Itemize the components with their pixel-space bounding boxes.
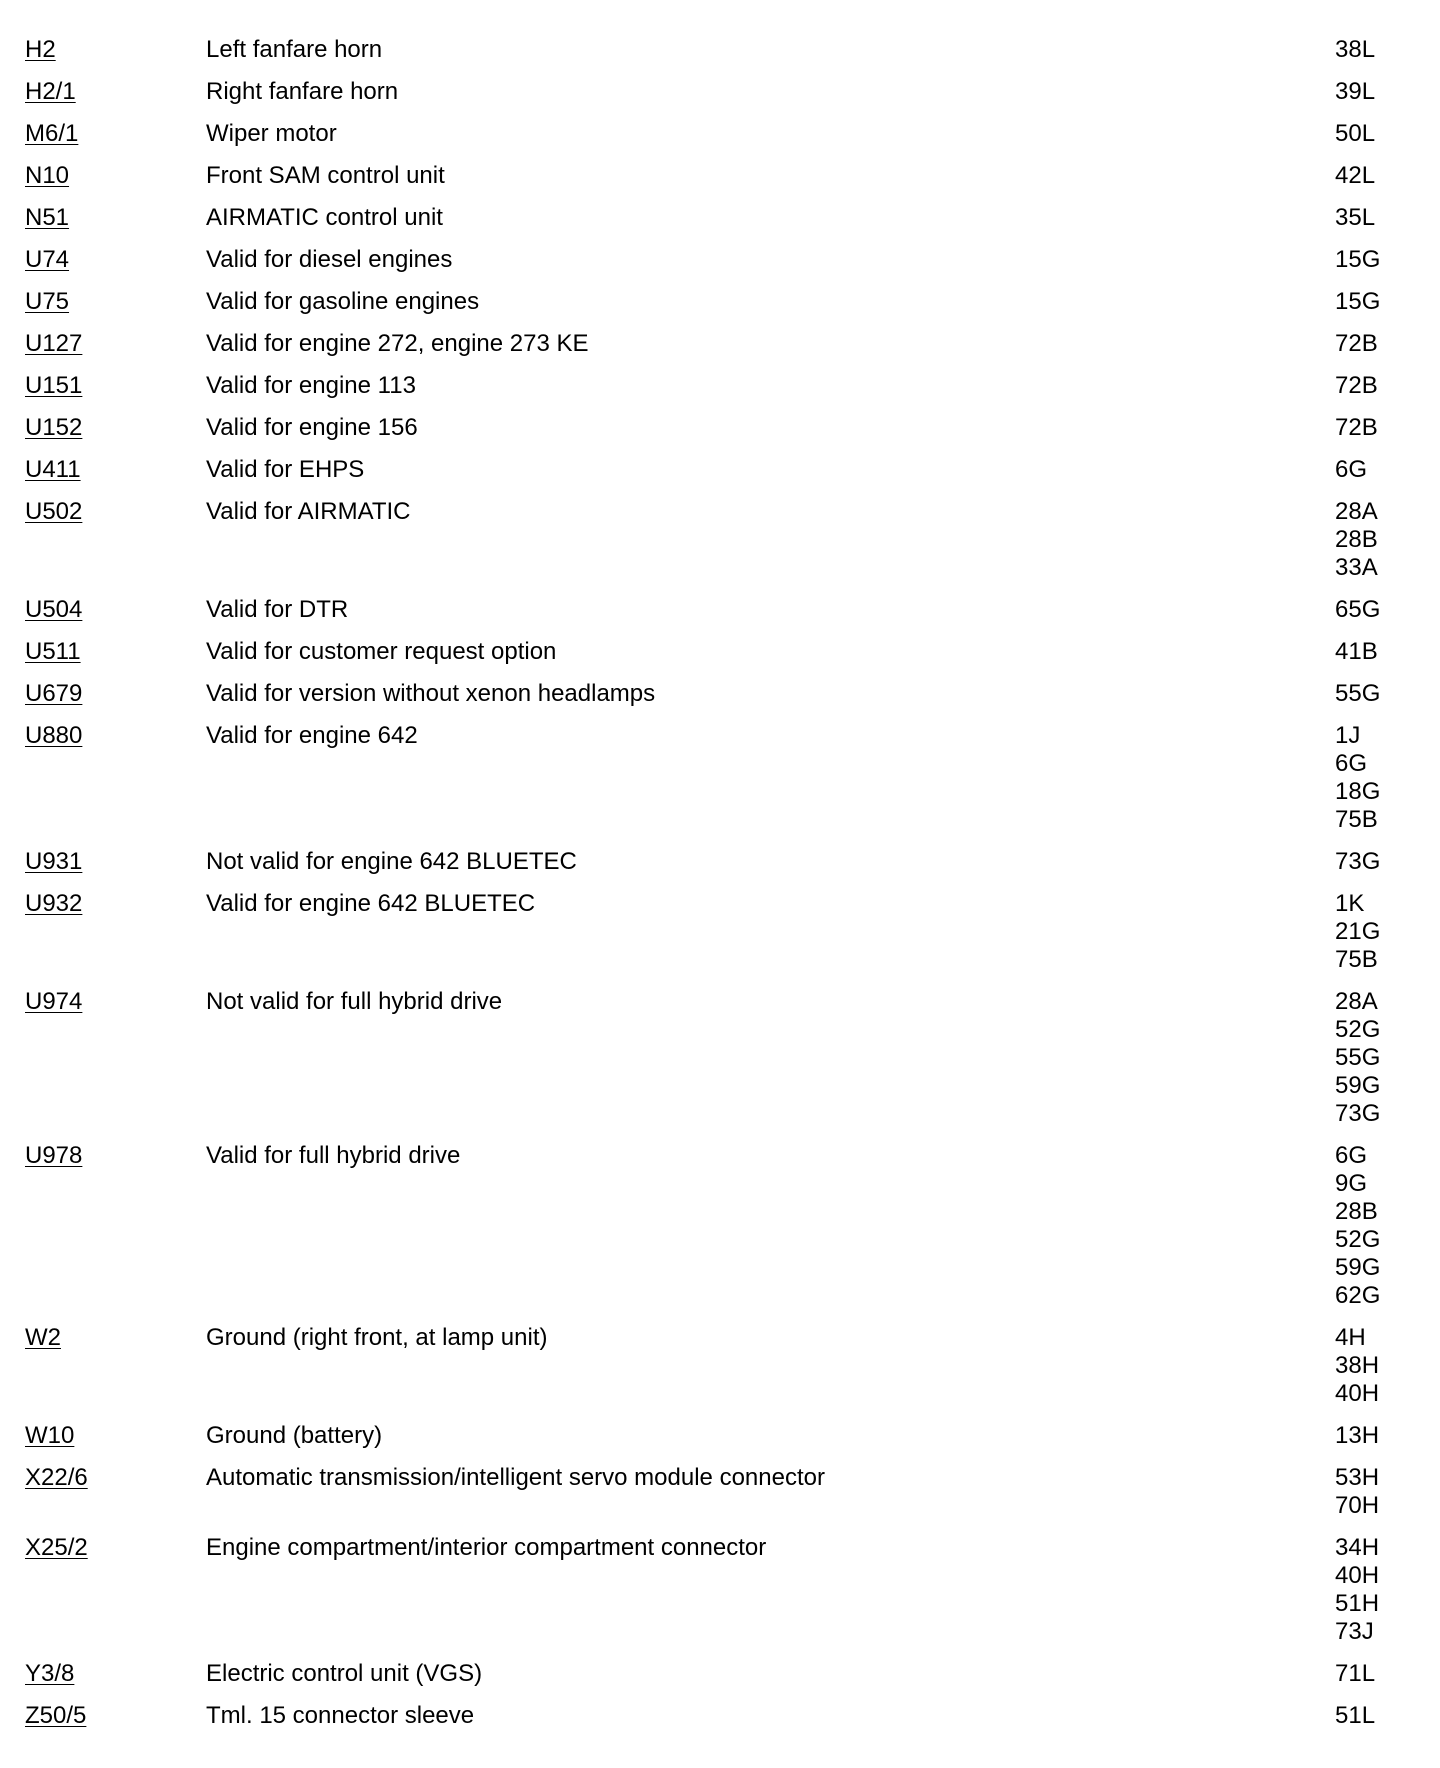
component-code-link[interactable]: M6/1 <box>25 120 79 147</box>
legend-row <box>0 848 1440 876</box>
legend-row <box>0 246 1440 274</box>
grid-location: 73G <box>1335 1100 1381 1127</box>
grid-location: 28A <box>1335 988 1378 1015</box>
legend-row <box>0 1324 1440 1408</box>
legend-row <box>0 372 1440 400</box>
component-description: Valid for version without xenon headlamps <box>206 680 656 707</box>
component-code-link[interactable]: U511 <box>25 638 81 665</box>
component-code-cell <box>0 288 182 316</box>
component-code-cell <box>0 1324 182 1352</box>
component-code-cell <box>0 372 182 400</box>
component-code-link[interactable]: W10 <box>25 1422 75 1449</box>
legend-row <box>0 890 1440 974</box>
component-code-link[interactable]: Z50/5 <box>25 1702 87 1729</box>
grid-location: 59G <box>1335 1072 1381 1099</box>
component-description: Ground (right front, at lamp unit) <box>206 1324 548 1351</box>
grid-location: 59G <box>1335 1254 1381 1281</box>
legend-row <box>0 120 1440 148</box>
legend-row <box>0 36 1440 64</box>
component-code-link[interactable]: H2/1 <box>25 78 76 105</box>
component-description: Valid for engine 113 <box>206 372 416 399</box>
component-code-cell <box>0 162 182 190</box>
component-code-cell <box>0 722 182 750</box>
grid-location-list <box>1335 680 1440 708</box>
component-code-cell <box>0 204 182 232</box>
grid-location: 42L <box>1335 162 1376 189</box>
legend-row <box>0 680 1440 708</box>
component-code-link[interactable]: U502 <box>25 498 83 525</box>
component-description: Tml. 15 connector sleeve <box>206 1702 475 1729</box>
component-code-cell <box>0 848 182 876</box>
grid-location: 71L <box>1335 1660 1376 1687</box>
legend-row <box>0 722 1440 834</box>
component-code-link[interactable]: Y3/8 <box>25 1660 75 1687</box>
grid-location-list <box>1335 1422 1440 1450</box>
component-legend-table <box>0 36 1440 1744</box>
legend-row <box>0 596 1440 624</box>
grid-location: 1J <box>1335 722 1361 749</box>
grid-location-list <box>1335 36 1440 64</box>
grid-location-list <box>1335 890 1440 974</box>
component-description: Valid for customer request option <box>206 638 557 665</box>
grid-location-list <box>1335 1324 1440 1408</box>
component-code-cell <box>0 1660 182 1688</box>
grid-location-list <box>1335 246 1440 274</box>
grid-location: 4H <box>1335 1324 1366 1351</box>
grid-location: 38H <box>1335 1352 1380 1379</box>
legend-row <box>0 1464 1440 1520</box>
component-description: Valid for diesel engines <box>206 246 453 273</box>
grid-location: 28B <box>1335 1198 1378 1225</box>
grid-location: 72B <box>1335 330 1378 357</box>
component-code-link[interactable]: X25/2 <box>25 1534 88 1561</box>
component-code-cell <box>0 456 182 484</box>
legend-row <box>0 988 1440 1128</box>
grid-location: 28B <box>1335 526 1378 553</box>
component-code-link[interactable]: U152 <box>25 414 83 441</box>
legend-row <box>0 1422 1440 1450</box>
grid-location-list <box>1335 638 1440 666</box>
component-description: Left fanfare horn <box>206 36 383 63</box>
component-code-link[interactable]: U75 <box>25 288 70 315</box>
grid-location: 33A <box>1335 554 1378 581</box>
grid-location: 15G <box>1335 288 1381 315</box>
component-code-cell <box>0 1422 182 1450</box>
grid-location: 1K <box>1335 890 1365 917</box>
component-code-link[interactable]: U74 <box>25 246 70 273</box>
grid-location-list <box>1335 288 1440 316</box>
component-description: Valid for gasoline engines <box>206 288 480 315</box>
legend-row <box>0 204 1440 232</box>
component-code-link[interactable]: U679 <box>25 680 83 707</box>
component-code-cell <box>0 414 182 442</box>
component-code-link[interactable]: W2 <box>25 1324 61 1351</box>
grid-location: 51L <box>1335 1702 1376 1729</box>
component-description: Not valid for full hybrid drive <box>206 988 503 1015</box>
component-description: Valid for full hybrid drive <box>206 1142 461 1169</box>
component-description: Valid for AIRMATIC <box>206 498 411 525</box>
legend-row <box>0 1142 1440 1310</box>
grid-location: 75B <box>1335 806 1378 833</box>
grid-location: 28A <box>1335 498 1378 525</box>
component-code-link[interactable]: H2 <box>25 36 56 63</box>
grid-location-list <box>1335 1464 1440 1520</box>
component-description: Engine compartment/interior compartment connector <box>206 1534 767 1561</box>
component-code-cell <box>0 988 182 1016</box>
grid-location-list <box>1335 1534 1440 1646</box>
component-code-link[interactable]: N51 <box>25 204 70 231</box>
component-code-link[interactable]: U932 <box>25 890 83 917</box>
grid-location-list <box>1335 162 1440 190</box>
component-code-cell <box>0 78 182 106</box>
grid-location: 39L <box>1335 78 1376 105</box>
component-code-cell <box>0 1464 182 1492</box>
component-code-link[interactable]: U978 <box>25 1142 83 1169</box>
grid-location: 50L <box>1335 120 1376 147</box>
component-description: Automatic transmission/intelligent servo module connector <box>206 1464 825 1491</box>
component-code-link[interactable]: U880 <box>25 722 83 749</box>
component-code-link[interactable]: U127 <box>25 330 83 357</box>
component-code-cell <box>0 1142 182 1170</box>
component-description: Valid for engine 642 <box>206 722 418 749</box>
grid-location: 21G <box>1335 918 1381 945</box>
component-code-link[interactable]: U504 <box>25 596 83 623</box>
component-code-cell <box>0 1534 182 1562</box>
grid-location-list <box>1335 414 1440 442</box>
component-code-cell <box>0 680 182 708</box>
grid-location: 73G <box>1335 848 1381 875</box>
component-code-cell <box>0 120 182 148</box>
grid-location-list <box>1335 1660 1440 1688</box>
legend-row <box>0 498 1440 582</box>
grid-location: 40H <box>1335 1562 1380 1589</box>
component-description: Valid for engine 156 <box>206 414 418 441</box>
grid-location-list <box>1335 498 1440 582</box>
component-description: Not valid for engine 642 BLUETEC <box>206 848 577 875</box>
component-code-cell <box>0 246 182 274</box>
component-code-link[interactable]: U974 <box>25 988 83 1015</box>
component-code-cell <box>0 1702 182 1730</box>
grid-location: 15G <box>1335 246 1381 273</box>
grid-location: 6G <box>1335 750 1368 777</box>
component-code-cell <box>0 330 182 358</box>
component-description: Valid for DTR <box>206 596 349 623</box>
component-code-cell <box>0 596 182 624</box>
grid-location-list <box>1335 330 1440 358</box>
component-code-link[interactable]: U411 <box>25 456 81 483</box>
grid-location-list <box>1335 988 1440 1128</box>
component-description: Front SAM control unit <box>206 162 445 189</box>
grid-location: 72B <box>1335 414 1378 441</box>
legend-row <box>0 162 1440 190</box>
legend-row <box>0 456 1440 484</box>
grid-location-list <box>1335 120 1440 148</box>
grid-location: 13H <box>1335 1422 1380 1449</box>
grid-location: 41B <box>1335 638 1378 665</box>
grid-location: 51H <box>1335 1590 1380 1617</box>
grid-location-list <box>1335 1702 1440 1730</box>
component-code-cell <box>0 890 182 918</box>
grid-location: 72B <box>1335 372 1378 399</box>
grid-location-list <box>1335 722 1440 834</box>
component-code-link[interactable]: X22/6 <box>25 1464 88 1491</box>
component-code-link[interactable]: U151 <box>25 372 83 399</box>
component-description: AIRMATIC control unit <box>206 204 443 231</box>
component-description: Electric control unit (VGS) <box>206 1660 483 1687</box>
grid-location-list <box>1335 204 1440 232</box>
component-code-cell <box>0 498 182 526</box>
grid-location: 70H <box>1335 1492 1380 1519</box>
grid-location: 18G <box>1335 778 1381 805</box>
grid-location: 9G <box>1335 1170 1368 1197</box>
component-description: Valid for EHPS <box>206 456 365 483</box>
legend-row <box>0 330 1440 358</box>
legend-row <box>0 638 1440 666</box>
component-description: Valid for engine 272, engine 273 KE <box>206 330 589 357</box>
component-description: Ground (battery) <box>206 1422 383 1449</box>
grid-location: 6G <box>1335 456 1368 483</box>
component-description: Wiper motor <box>206 120 337 147</box>
grid-location: 53H <box>1335 1464 1380 1491</box>
grid-location-list <box>1335 596 1440 624</box>
grid-location: 52G <box>1335 1226 1381 1253</box>
grid-location: 65G <box>1335 596 1381 623</box>
grid-location-list <box>1335 456 1440 484</box>
legend-row <box>0 414 1440 442</box>
grid-location: 55G <box>1335 680 1381 707</box>
grid-location-list <box>1335 78 1440 106</box>
grid-location: 52G <box>1335 1016 1381 1043</box>
component-code-cell <box>0 36 182 64</box>
grid-location-list <box>1335 848 1440 876</box>
grid-location-list <box>1335 1142 1440 1310</box>
legend-row <box>0 1534 1440 1646</box>
component-code-link[interactable]: U931 <box>25 848 83 875</box>
legend-row <box>0 78 1440 106</box>
grid-location: 73J <box>1335 1618 1374 1645</box>
grid-location: 34H <box>1335 1534 1380 1561</box>
grid-location: 75B <box>1335 946 1378 973</box>
legend-row <box>0 1702 1440 1730</box>
component-code-link[interactable]: N10 <box>25 162 70 189</box>
legend-row <box>0 288 1440 316</box>
grid-location: 38L <box>1335 36 1376 63</box>
grid-location: 62G <box>1335 1282 1381 1309</box>
grid-location: 6G <box>1335 1142 1368 1169</box>
grid-location: 40H <box>1335 1380 1380 1407</box>
legend-row <box>0 1660 1440 1688</box>
component-description: Valid for engine 642 BLUETEC <box>206 890 536 917</box>
grid-location-list <box>1335 372 1440 400</box>
component-code-cell <box>0 638 182 666</box>
grid-location: 35L <box>1335 204 1376 231</box>
component-description: Right fanfare horn <box>206 78 399 105</box>
grid-location: 55G <box>1335 1044 1381 1071</box>
